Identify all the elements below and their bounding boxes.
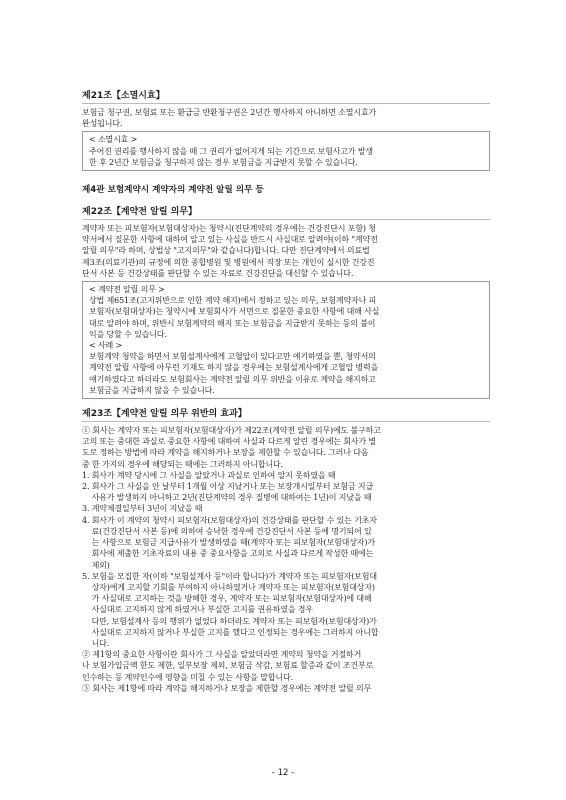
body-line: 제3조(의료기관)의 규정에 의한 종합병원 및 병원에서 직장 또는 개인이 실시한 건강진 <box>82 257 375 267</box>
body-line: 사유가 발생하지 아니하고 2년(진단계약의 경우 질병에 대하여는 1년)이 지났을 때 <box>91 493 372 503</box>
body-line: ① 회사는 계약자 또는 피보험자(보험대상자)가 제22조(계약전 알릴 의무)에도 불구하고 <box>82 426 381 436</box>
body-line: 4. 회사가 이 계약의 청약시 피보험자(보험대상자)의 건강상태를 판단할 수 있는 기초자 <box>82 515 377 525</box>
box-line: 보험금을 지급하지 않을 수 있습니다. <box>89 385 215 395</box>
body-line: 고의 또는 중대한 과실로 중요한 사항에 대하여 사실과 다르게 알린 경우에는 회사가 별 <box>82 437 376 447</box>
body-line: 는 사항으로 보험금 지급사유가 발생하였을 때(계약자 또는 피보험자(보험대상자)가 <box>91 538 375 548</box>
box-line: 보험자(보험대상자)는 청약시에 보험회사가 서면으로 질문한 중요한 사항에 대해 사실 <box>89 307 380 317</box>
body-line: 단서 사본 등 건강상태를 판단할 수 있는 자료로 건강진단을 대신할 수 있습니다. <box>82 268 354 278</box>
body-line: 도로 정하는 방법에 따라 계약을 해지하거나 보장을 제한할 수 있습니다. 그러나 다음 <box>82 448 369 458</box>
body-line: 알릴 의무"라 하며, 상법상 "고지의무"와 같습니다)합니다. 다만 진단계약에서 의료법 <box>82 246 370 256</box>
body-line: 다만, 보험설계사 등의 행위가 없었다 하더라도 계약자 또는 피보험자(보험대상자)가 <box>91 616 377 626</box>
body-line: 1. 회사가 계약 당시에 그 사실을 알았거나 과실로 인하여 알지 못하였을 때 <box>82 470 336 480</box>
body-line: ③ 회사는 제1항에 따라 계약을 해지하거나 보장을 제한할 경우에는 계약전 알릴 의무 <box>82 683 372 693</box>
article-21 <box>82 90 490 171</box>
body-line: 료(건강진단서 사본 등)에 의하여 승낙한 경우에 건강진단서 사본 등에 명기되어 있 <box>91 526 372 536</box>
chapter-4-title: 제4관 보험계약시 계약자의 계약전 알릴 의무 등 <box>82 185 264 196</box>
body-line: 계약자 또는 피보험자(보험대상자)는 청약시(진단계약의 경우에는 건강진단시 포함) 청 <box>82 224 376 234</box>
body-line: 사실대로 고지하지 않게 하였거나 부실한 고지를 권유하였을 경우 <box>91 605 313 615</box>
body-line: 중 한 가지의 경우에 해당되는 때에는 그러하지 아니합니다. <box>82 459 284 469</box>
body-line: 상자)에게 고지할 기회를 부여하지 아니하였거나 계약자 또는 피보험자(보험대상자) <box>91 582 375 592</box>
body-line: 회사에 제출한 기초자료의 내용 중 중요사항을 고의로 사실과 다르게 작성한 때에는 <box>91 549 374 559</box>
box-line: 계약전 알릴 사항에 아무런 기재도 하지 않을 경우에는 보험설계사에게 고혈압 병력을 <box>89 363 379 373</box>
box-line: 얘기하였다고 하더라도 보험회사는 계약전 알릴 의무 위반을 이유로 계약을 해지하고 <box>89 374 376 384</box>
body-line: 2. 회사가 그 사실을 안 날부터 1개월 이상 지났거나 또는 보장개시일부터 보험금 지급 <box>82 482 374 492</box>
box-heading: < 사례 > <box>89 341 123 351</box>
body-line: 완성됩니다. <box>82 119 123 129</box>
body-line: 3. 계약체결일부터 3년이 지났을 때 <box>82 504 203 514</box>
note-box-prescription <box>82 131 490 171</box>
body-line: 가 사실대로 고지하는 것을 방해한 경우, 계약자 또는 피보험자(보험대상자)에 대해 <box>91 594 372 604</box>
body-line: 니다. <box>91 638 110 648</box>
note-box-disclosure <box>82 281 490 399</box>
article-21-title: 제21조【소멸시효】 <box>82 91 165 101</box>
article-23-title: 제23조【계약전 알릴 의무 위반의 효과】 <box>82 409 247 420</box>
article-22-title: 제22조【계약전 알릴 의무】 <box>82 207 198 218</box>
divider <box>82 421 490 422</box>
box-line: 보험계약 청약을 하면서 보험설계사에게 고혈압이 있다고만 얘기하였을 뿐, 청약서의 <box>89 352 376 362</box>
box-line: 한 후 2년간 보험금을 청구하지 않는 경우 보험금을 지급받지 못할 수 있습니다. <box>89 157 358 167</box>
box-heading: < 계약전 알릴 의무 > <box>89 285 165 295</box>
body-line: 나 보험가입금액 한도 제한, 일부보장 제외, 보험금 삭감, 보험료 할증과 같이 조건부로 <box>82 661 374 671</box>
article-23 <box>82 408 490 694</box>
box-heading: < 소멸시효 > <box>89 135 138 145</box>
body-line: 사실대로 고지하지 않거나 부실한 고지를 했다고 인정되는 경우에는 그러하지 아니합 <box>91 627 379 637</box>
body-line: 제외) <box>91 560 110 570</box>
box-line: 주어진 권리를 행사하지 않을 때 그 권리가 없어지게 되는 기간으로 보험사고가 발생 <box>89 146 373 156</box>
body-line: 인수하는 등 계약인수에 영향을 미칠 수 있는 사항을 말합니다. <box>82 672 293 682</box>
divider <box>82 219 490 220</box>
document-page <box>82 90 490 694</box>
box-line: 상법 제651조(고지위반으로 인한 계약 해지)에서 정하고 있는 의무, 보험계약자나 피 <box>89 296 377 306</box>
box-line: 대로 알려야 하며, 위반시 보험계약의 해지 또는 보험금을 지급받지 못하는 등의 불이 <box>89 318 376 328</box>
body-line: ② 제1항의 중요한 사항이란 회사가 그 사실을 알았더라면 계약의 청약을 거절하거 <box>82 650 362 660</box>
article-22 <box>82 206 490 399</box>
box-line: 익을 당할 수 있습니다. <box>89 329 167 339</box>
body-line: 5. 보험을 모집한 자(이하 "보험설계사 등"이라 합니다)가 계약자 또는 피보험자(보험대 <box>82 571 377 581</box>
body-line: 보험금 청구권, 보험료 또는 환급금 반환청구권은 2년간 행사하지 아니하면 소멸시효가 <box>82 108 377 117</box>
page-number: - 12 - <box>271 768 295 778</box>
divider <box>82 103 490 104</box>
body-line: 약서에서 질문한 사항에 대하여 알고 있는 사실을 반드시 사실대로 알려야(이하 "계약전 <box>82 235 378 245</box>
